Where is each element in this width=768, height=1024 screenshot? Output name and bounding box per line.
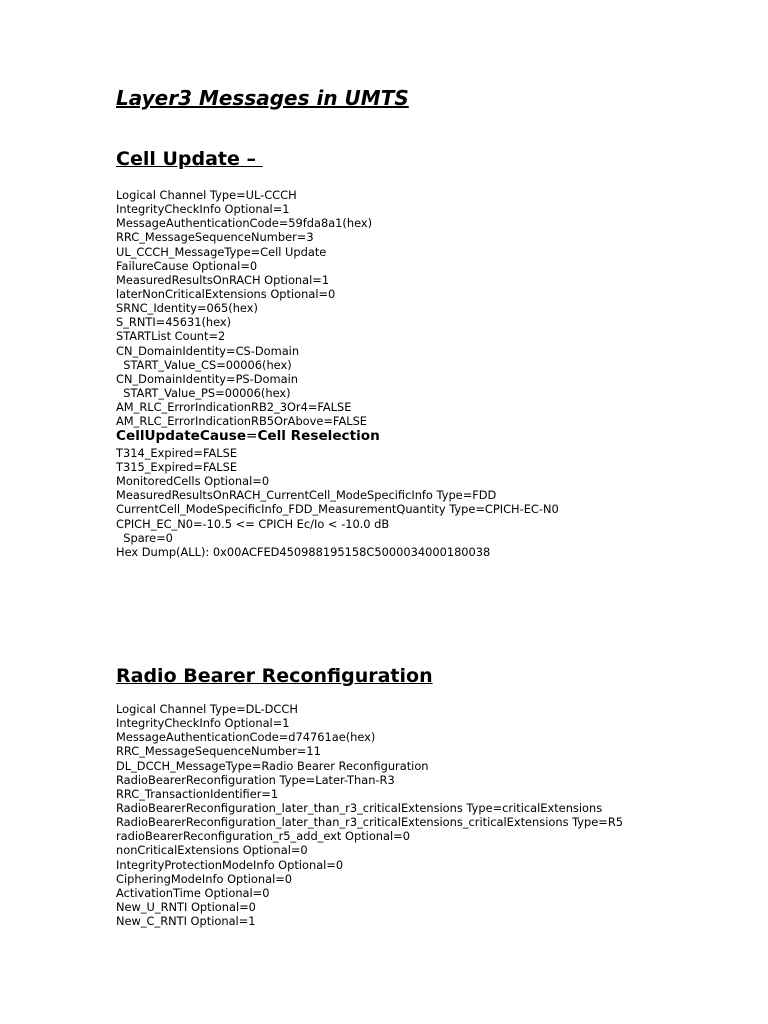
message-field-line: laterNonCriticalExtensions Optional=0 [116,286,336,301]
message-field-line: RadioBearerReconfiguration_later_than_r3_criticalExtensions_criticalExtensions Type=R5 [116,815,623,830]
message-field-line: MessageAuthenticationCode=59fda8a1(hex) [116,216,373,231]
radio-bearer-reconfiguration-field-list [116,702,623,928]
message-field-line: MonitoredCells Optional=0 [116,474,270,489]
message-field-line: AM_RLC_ErrorIndicationRB2_3Or4=FALSE [116,400,352,415]
document-title: Layer3 Messages in UMTS [116,86,409,110]
message-field-line: RRC_TransactionIdentifier=1 [116,786,279,801]
message-field-line: MessageAuthenticationCode=d74761ae(hex) [116,730,376,745]
cell-update-cause-line: CellUpdateCause=Cell Reselection [116,428,380,445]
message-field-line: Logical Channel Type=UL-CCCH [116,188,297,202]
message-field-line: ActivationTime Optional=0 [116,885,270,900]
message-field-line: MeasuredResultsOnRACH Optional=1 [116,272,330,287]
message-field-line: IntegrityCheckInfo Optional=1 [116,716,290,731]
message-field-line: New_U_RNTI Optional=0 [116,899,256,914]
message-field-line: CPICH_EC_N0=-10.5 <= CPICH Ec/Io < -10.0 dB [116,516,390,531]
message-field-line: CurrentCell_ModeSpecificInfo_FDD_MeasurementQuantity Type=CPICH-EC-N0 [116,502,559,517]
message-field-line: CipheringModeInfo Optional=0 [116,871,293,886]
message-field-line: START_Value_PS=00006(hex) [116,385,291,400]
message-field-line: IntegrityCheckInfo Optional=1 [116,202,290,217]
message-field-line: STARTList Count=2 [116,329,226,344]
message-field-line: New_C_RNTI Optional=1 [116,914,256,929]
message-field-line: IntegrityProtectionModeInfo Optional=0 [116,857,344,872]
message-field-line: RadioBearerReconfiguration Type=Later-Than-R3 [116,772,395,787]
message-field-line: DL_DCCH_MessageType=Radio Bearer Reconfiguration [116,758,429,773]
message-field-line: SRNC_Identity=065(hex) [116,301,258,316]
message-field-line: CN_DomainIdentity=CS-Domain [116,343,300,358]
message-field-line: CN_DomainIdentity=PS-Domain [116,371,298,386]
message-field-line: RRC_MessageSequenceNumber=11 [116,744,321,759]
message-field-line: T314_Expired=FALSE [116,445,238,460]
message-field-line: UL_CCCH_MessageType=Cell Update [116,244,327,259]
message-field-line: S_RNTI=45631(hex) [116,315,232,330]
message-field-line: Spare=0 [116,530,173,545]
message-field-line: T315_Expired=FALSE [116,460,238,475]
message-field-line: MeasuredResultsOnRACH_CurrentCell_ModeSpecificInfo Type=FDD [116,488,497,503]
cell-update-field-list [116,188,559,559]
message-field-line: RRC_MessageSequenceNumber=3 [116,230,314,245]
message-field-line: radioBearerReconfiguration_r5_add_ext Optional=0 [116,829,410,844]
section-heading-radio-bearer-reconfiguration: Radio Bearer Reconfiguration [116,665,433,687]
message-field-line: START_Value_CS=00006(hex) [116,357,292,372]
message-field-line: RadioBearerReconfiguration_later_than_r3_criticalExtensions Type=criticalExtensions [116,800,603,815]
message-field-line: Hex Dump(ALL): 0x00ACFED450988195158C5000034000180038 [116,544,491,559]
section-heading-cell-update: Cell Update – [116,148,263,170]
message-field-line: nonCriticalExtensions Optional=0 [116,843,308,858]
message-field-line: AM_RLC_ErrorIndicationRB5OrAbove=FALSE [116,414,368,429]
message-field-line: FailureCause Optional=0 [116,258,258,273]
message-field-line: Logical Channel Type=DL-DCCH [116,702,298,716]
